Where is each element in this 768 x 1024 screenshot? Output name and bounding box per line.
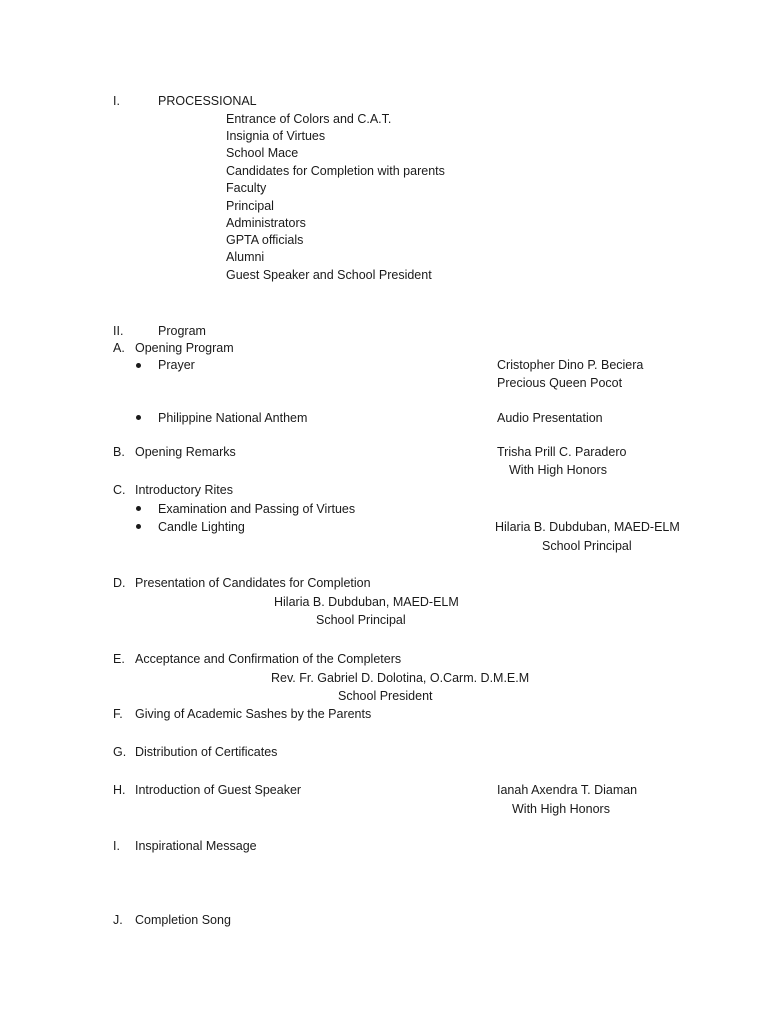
participant-name: Rev. Fr. Gabriel D. Dolotina, O.Carm. D.M.E.M <box>271 671 530 685</box>
section-letter-i: I. <box>113 839 120 853</box>
processional-item: GPTA officials <box>226 233 304 247</box>
bullet-icon <box>136 415 141 420</box>
section-title-academic-sashes: Giving of Academic Sashes by the Parents <box>135 707 372 721</box>
participant-role: School Principal <box>542 539 632 553</box>
section-title-opening-program: Opening Program <box>135 341 234 355</box>
processional-item: Alumni <box>226 250 265 264</box>
section-title-inspirational-message: Inspirational Message <box>135 839 257 853</box>
section-letter-c: C. <box>113 483 126 497</box>
processional-item: School Mace <box>226 146 299 160</box>
section-title-guest-speaker-intro: Introduction of Guest Speaker <box>135 783 302 797</box>
participant-name: Hilaria B. Dubduban, MAED-ELM <box>495 520 680 534</box>
section-letter-a: A. <box>113 341 125 355</box>
section-letter-h: H. <box>113 783 126 797</box>
item-candle-lighting: Candle Lighting <box>158 520 245 534</box>
bullet-icon <box>136 524 141 529</box>
participant-name: Hilaria B. Dubduban, MAED-ELM <box>274 595 459 609</box>
processional-item: Entrance of Colors and C.A.T. <box>226 112 392 126</box>
processional-numeral: I. <box>113 94 120 108</box>
section-title-completion-song: Completion Song <box>135 913 231 927</box>
section-title-acceptance-confirmation: Acceptance and Confirmation of the Completers <box>135 652 402 666</box>
processional-item: Guest Speaker and School President <box>226 268 432 282</box>
section-title-presentation-candidates: Presentation of Candidates for Completion <box>135 576 371 590</box>
program-numeral: II. <box>113 324 124 338</box>
participant-role: School Principal <box>316 613 406 627</box>
processional-item: Principal <box>226 199 274 213</box>
section-letter-e: E. <box>113 652 125 666</box>
item-prayer: Prayer <box>158 358 195 372</box>
participant-name: Trisha Prill C. Paradero <box>497 445 627 459</box>
processional-item: Faculty <box>226 181 267 195</box>
section-letter-d: D. <box>113 576 126 590</box>
section-title-opening-remarks: Opening Remarks <box>135 445 236 459</box>
section-title-introductory-rites: Introductory Rites <box>135 483 233 497</box>
participant-name: Cristopher Dino P. Beciera <box>497 358 644 372</box>
participant-honor: With High Honors <box>512 802 610 816</box>
processional-heading: PROCESSIONAL <box>158 94 257 108</box>
section-title-distribution-certificates: Distribution of Certificates <box>135 745 278 759</box>
section-letter-j: J. <box>113 913 123 927</box>
processional-item: Insignia of Virtues <box>226 129 326 143</box>
processional-item: Administrators <box>226 216 306 230</box>
participant-name: Audio Presentation <box>497 411 603 425</box>
program-heading: Program <box>158 324 206 338</box>
participant-role: School President <box>338 689 433 703</box>
participant-honor: With High Honors <box>509 463 607 477</box>
bullet-icon <box>136 506 141 511</box>
section-letter-b: B. <box>113 445 125 459</box>
item-examination-virtues: Examination and Passing of Virtues <box>158 502 356 516</box>
bullet-icon <box>136 363 141 368</box>
participant-name: Ianah Axendra T. Diaman <box>497 783 638 797</box>
participant-name: Precious Queen Pocot <box>497 376 623 390</box>
item-national-anthem: Philippine National Anthem <box>158 411 308 425</box>
section-letter-g: G. <box>113 745 127 759</box>
processional-item: Candidates for Completion with parents <box>226 164 445 178</box>
section-letter-f: F. <box>113 707 123 721</box>
